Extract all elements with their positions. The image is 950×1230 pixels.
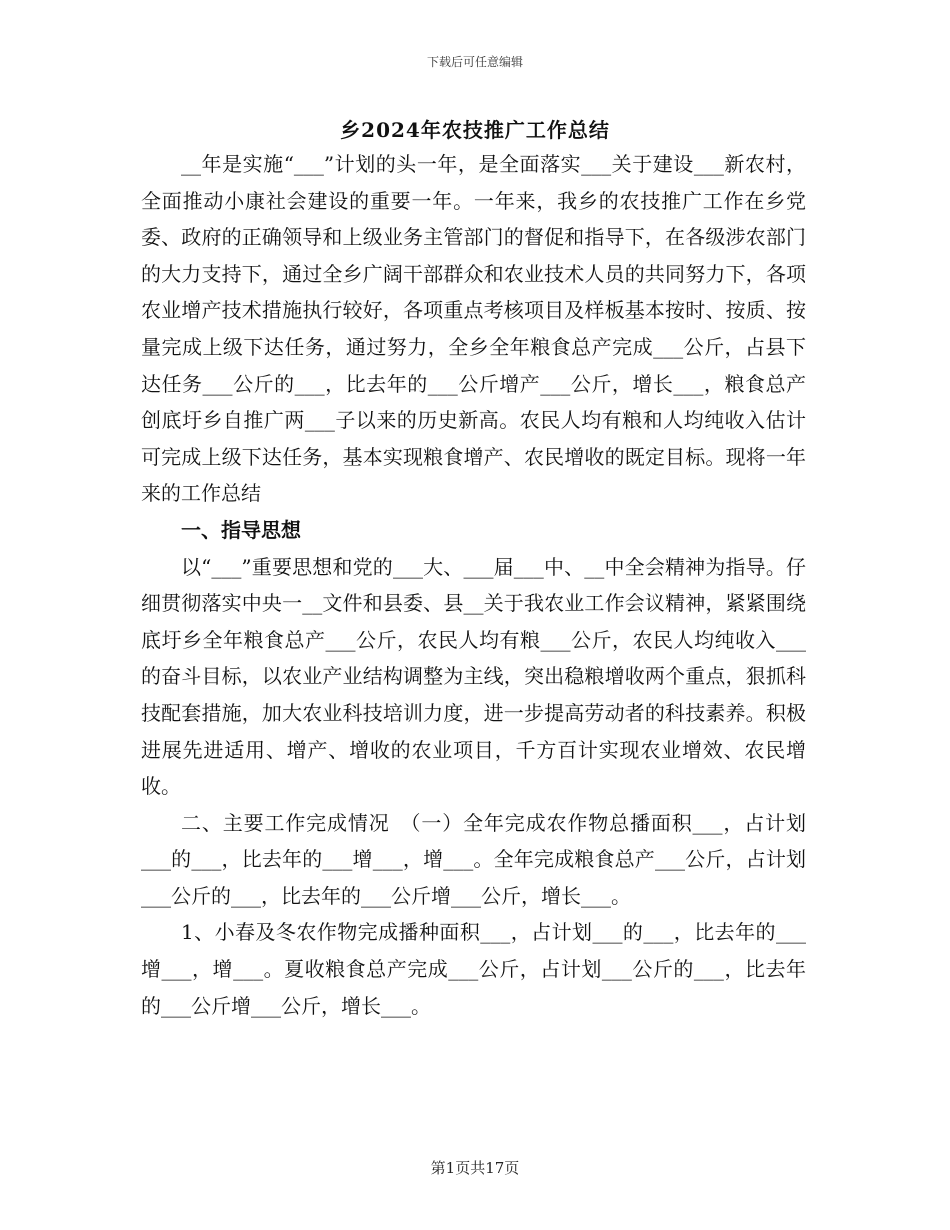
- document-title: 乡2024年农技推广工作总结: [340, 118, 610, 142]
- section2-paragraph: 二、主要工作完成情况 （一）全年完成农作物总播面积___，占计划___的___，比去年的___增___，增___。全年完成粮食总产___公斤，占计划___公斤的___，比去年的___公斤增___公斤，增长___。: [141, 810, 806, 908]
- header-note: 下载后可任意编辑: [426, 55, 523, 69]
- intro-paragraph: __年是实施“___”计划的头一年，是全面落实___关于建设___新农村，全面推动小康社会建设的重要一年。一年来，我乡的农技推广工作在乡党委、政府的正确领导和上级业务主管部门的督促和指导下，在各级涉农部门的大力支持下，通过全乡广阔干部群众和农业技术人员的共同努力下，各项农业增产技术措施执行较好，各项重点考核项目及样板基本按时、按质、按量完成上级下达任务，通过努力，全乡全年粮食总产完成___公斤，占县下达任务___公斤的___，比去年的___公斤增产___公斤，增长___，粮食总产创底圩乡自推广两___子以来的历史新高。农民人均有粮和人均纯收入估计可完成上级下达任务，基本实现粮食增产、农民增收的既定目标。现将一年来的工作总结: [141, 152, 806, 506]
- section1-heading: 一、指导思想: [181, 517, 301, 542]
- section1-paragraph: 以“___”重要思想和党的___大、___届___中、__中全会精神为指导。仔细贯彻落实中央一__文件和县委、县__关于我农业工作会议精神，紧紧围绕底圩乡全年粮食总产___公斤，农民人均有粮___公斤，农民人均纯收入___的奋斗目标，以农业产业结构调整为主线，突出稳粮增收两个重点，狠抓科技配套措施，加大农业科技培训力度，进一步提高劳动者的科技素养。积极进展先进适用、增产、增收的农业项目，千方百计实现农业增效、农民增收。: [141, 554, 806, 799]
- document-body: [141, 146, 806, 1024]
- page-footer: 第1页共17页: [430, 1159, 520, 1177]
- item1-paragraph: 1、小春及冬农作物完成播种面积___，占计划___的___，比去年的___增___，增___。夏收粮食总产完成___公斤，占计划___公斤的___，比去年的___公斤增___公斤，增长___。: [141, 920, 806, 1018]
